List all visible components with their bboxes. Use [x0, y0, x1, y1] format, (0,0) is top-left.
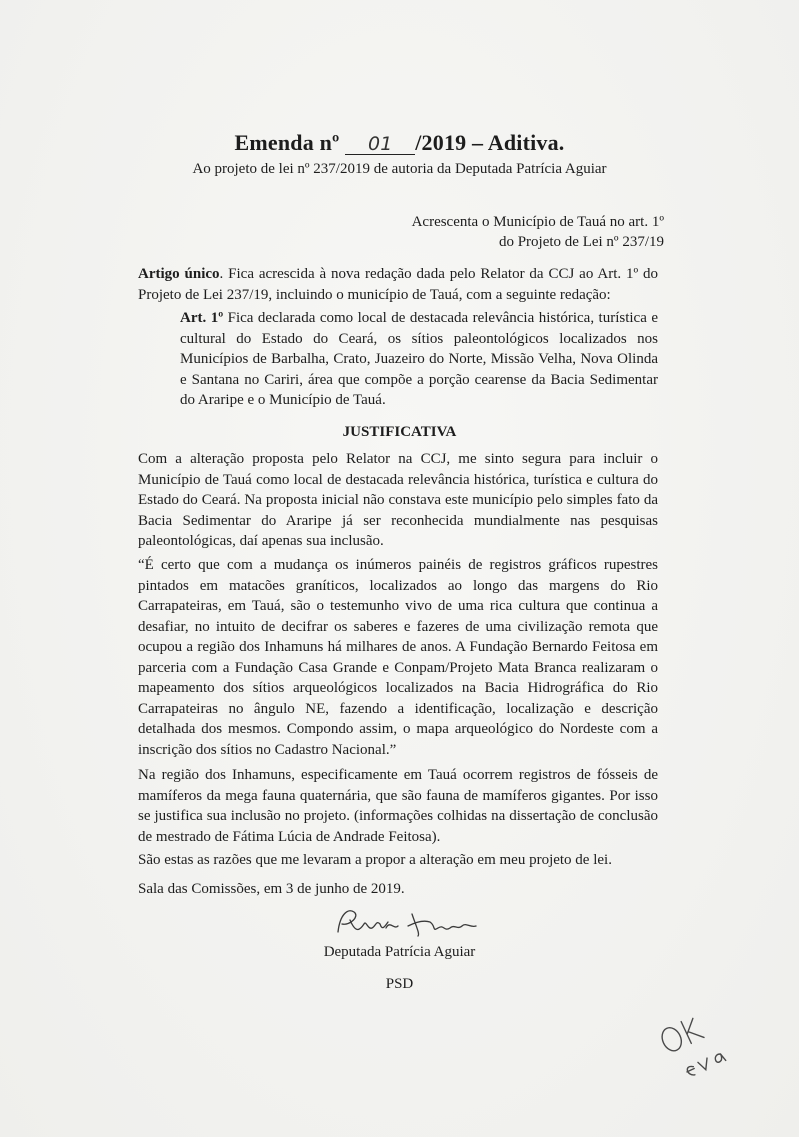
- artigo-unico-text: . Fica acrescida à nova redação dada pelo Relator da CCJ ao Art. 1º do Projeto de Lei 237/19, incluindo o município de Tauá, com a seguinte redação:: [138, 266, 658, 303]
- document-title: [0, 130, 799, 156]
- handwritten-signature: [320, 900, 500, 950]
- title-suffix: /2019 – Aditiva.: [415, 130, 565, 155]
- handwritten-note: [655, 1005, 750, 1085]
- art-1-paragraph: [180, 308, 658, 411]
- justificativa-paragraph-1: Com a alteração proposta pelo Relator na CCJ, me sinto segura para incluir o Município de Tauá como local de destacada relevância histórica, turística e cultura do Estado do Ceará. Na proposta inicial não constava este município pelo simples fato da Bacia Sedimentar do Araripe já ser reconhecida mundialmente nas pesquisas paleontológicas, daí apenas sua inclusão.: [138, 451, 658, 549]
- justificativa-heading: JUSTIFICATIVA: [342, 424, 457, 440]
- signer-name: Deputada Patrícia Aguiar: [323, 944, 476, 960]
- justificativa-paragraph-3: Na região dos Inhamuns, especificamente em Tauá ocorrem registros de fósseis de mamíferos da mega fauna quaternária, que são fauna de mamíferos gigantes. Por isso se justifica sua inclusão no projeto. (informações colhidas na dissertação de conclusão de mestrado de Fátima Lúcia de Andrade Feitosa).: [138, 767, 658, 845]
- ementa-line-1: Acrescenta o Município de Tauá no art. 1º: [411, 214, 664, 230]
- artigo-unico-label: Artigo único: [138, 266, 220, 282]
- justificativa-quote: “É certo que com a mudança os inúmeros painéis de registros gráficos rupestres pintados em matacões graníticos, localizados ao longo das margens do Rio Carrapateiras, em Tauá, são o testemunho vivo de uma rica cultura que continua a desafiar, no intuito de decifrar os saberes e fazeres de uma civilização remota que ocupou a região dos Inhamuns há milhares de anos. A Fundação Bernardo Feitosa em parceria com a Fundação Casa Grande e Conpam/Projeto Mata Branca realizaram o mapeamento dos sítios arqueológicos localizados na Bacia Hidrográfica do Rio Carrapateiras no ângulo NE, fazendo a identificação, localização e descrição detalhada dos mesmos. Compondo assim, o mapa arqueológico do Nordeste com a inscrição dos sítios no Cadastro Nacional.”: [138, 557, 658, 758]
- place-date: Sala das Comissões, em 3 de junho de 2019.: [138, 881, 405, 897]
- artigo-unico: [138, 264, 658, 305]
- ementa-line-2: do Projeto de Lei nº 237/19: [498, 234, 664, 250]
- amendment-number: 01: [345, 134, 415, 155]
- document-subtitle: Ao projeto de lei nº 237/2019 de autoria da Deputada Patrícia Aguiar: [192, 161, 607, 177]
- closing-statement: São estas as razões que me levaram a propor a alteração em meu projeto de lei.: [138, 852, 612, 868]
- ementa: [412, 212, 664, 252]
- art-1-label: Art. 1º: [180, 310, 224, 326]
- art-1-text: Fica declarada como local de destacada relevância histórica, turística e cultural do Estado do Ceará, os sítios paleontológicos localizados nos Municípios de Barbalha, Crato, Juazeiro do Norte, Missão Velha, Nova Olinda e Santana no Cariri, área que compõe a porção cearense da Bacia Sedimentar do Araripe e o Município de Tauá.: [180, 310, 658, 408]
- signer-party: PSD: [385, 976, 414, 992]
- title-prefix: Emenda nº: [234, 130, 340, 155]
